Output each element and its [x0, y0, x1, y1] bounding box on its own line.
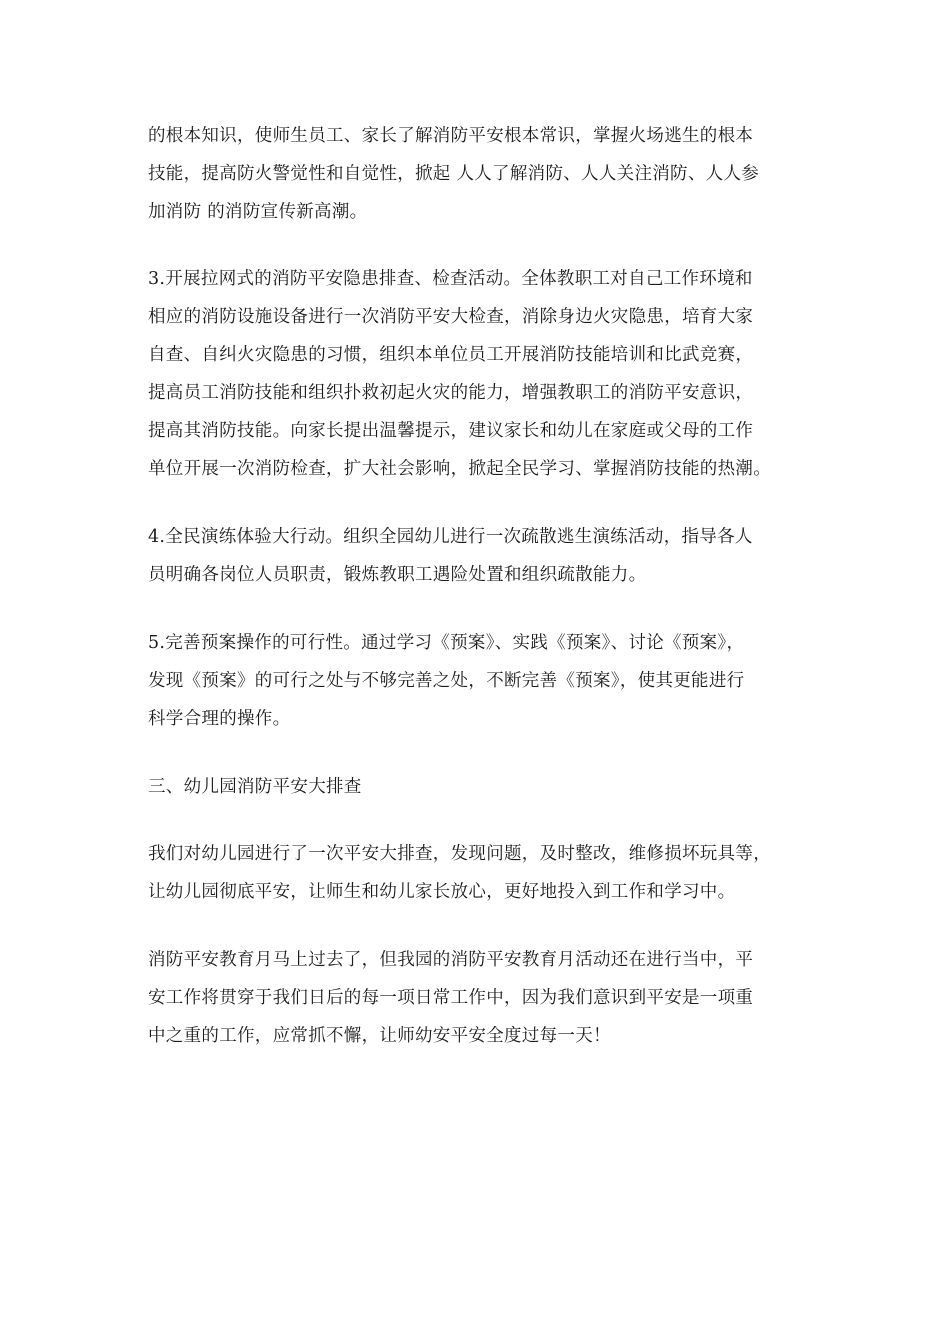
paragraph-3-line-2: 员明确各岗位人员职责，锻炼教职工遇险处置和组织疏散能力。 [148, 565, 647, 585]
paragraph-1-line-1: 的根本知识，使师生员工、家长了解消防平安根本常识，掌握火场逃生的根本 [148, 126, 754, 146]
paragraph-1-line-2: 技能，提高防火警觉性和自觉性，掀起 人人了解消防、人人关注消防、人人参 [148, 164, 760, 184]
paragraph-7-line-3: 中之重的工作，应常抓不懈，让师幼安平安全度过每一天！ [148, 1026, 611, 1046]
paragraph-2-line-5: 提高其消防技能。向家长提出温馨提示，建议家长和幼儿在家庭或父母的工作 [148, 421, 754, 441]
paragraph-4-line-2: 发现《预案》的可行之处与不够完善之处，不断完善《预案》，使其更能进行 [148, 671, 745, 691]
paragraph-6-line-2: 让幼儿园彻底平安，让师生和幼儿家长放心，更好地投入到工作和学习中。 [148, 882, 736, 902]
paragraph-4-line-1: 5.完善预案操作的可行性。通过学习《预案》、实践《预案》、讨论《预案》， [148, 633, 745, 653]
paragraph-7-line-1: 消防平安教育月马上过去了，但我园的消防平安教育月活动还在进行当中，平 [148, 950, 754, 970]
paragraph-1-line-3: 加消防 的消防宣传新高潮。 [148, 202, 368, 222]
paragraph-6-line-1: 我们对幼儿园进行了一次平安大排查，发现问题，及时整改，维修损坏玩具等， [148, 844, 771, 864]
section-heading: 三、幼儿园消防平安大排查 [148, 777, 362, 797]
paragraph-4-line-3: 科学合理的操作。 [148, 709, 291, 729]
paragraph-3-line-1: 4.全民演练体验大行动。组织全园幼儿进行一次疏散逃生演练活动，指导各人 [148, 527, 753, 547]
paragraph-2-line-6: 单位开展一次消防检查，扩大社会影响，掀起全民学习、掌握消防技能的热潮。 [148, 459, 771, 479]
paragraph-2-line-2: 相应的消防设施设备进行一次消防平安大检查，消除身边火灾隐患，培育大家 [148, 307, 754, 327]
paragraph-2-line-4: 提高员工消防技能和组织扑救初起火灾的能力，增强教职工的消防平安意识， [148, 383, 754, 403]
paragraph-2-line-1: 3.开展拉网式的消防平安隐患排查、检查活动。全体教职工对自己工作环境和 [148, 269, 753, 289]
paragraph-7-line-2: 安工作将贯穿于我们日后的每一项日常工作中，因为我们意识到平安是一项重 [148, 988, 754, 1008]
paragraph-2-line-3: 自查、自纠火灾隐患的习惯，组织本单位员工开展消防技能培训和比武竞赛， [148, 345, 754, 365]
